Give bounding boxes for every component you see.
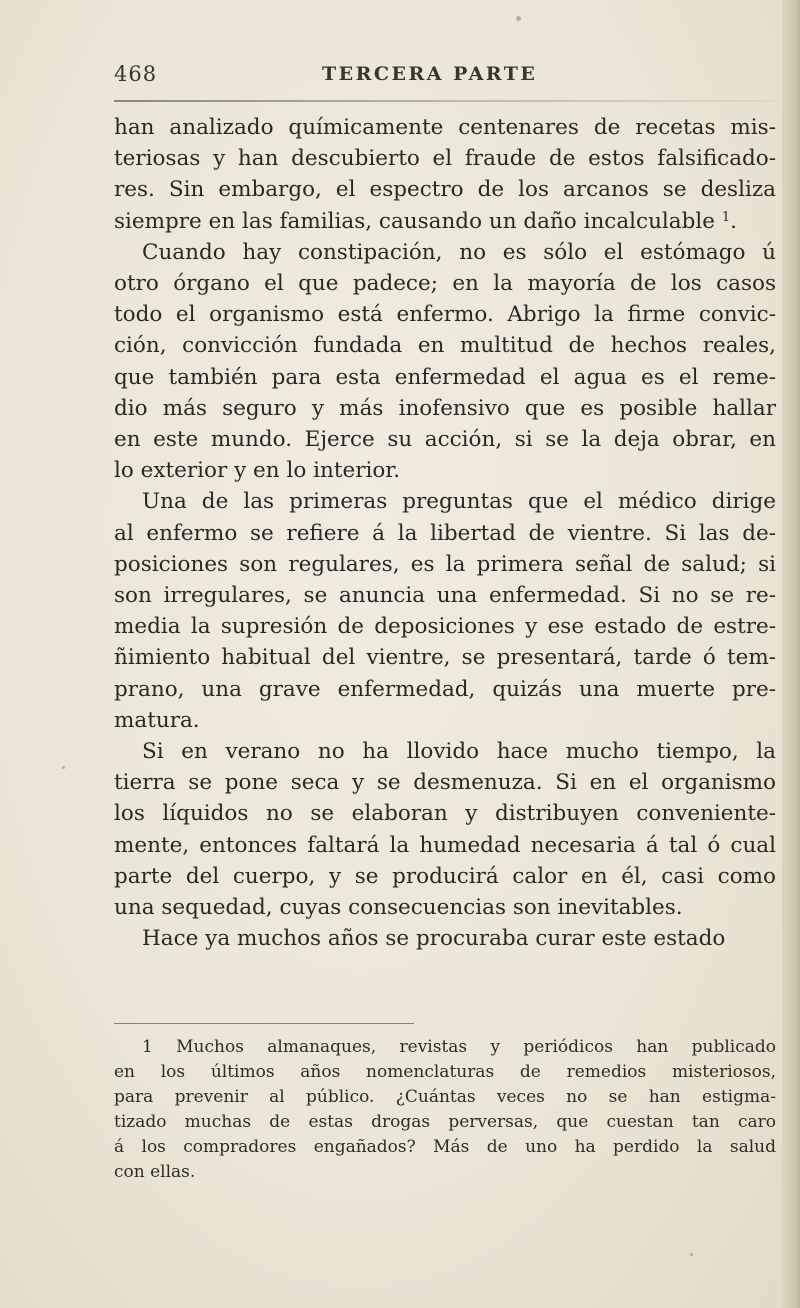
footnote-line: para prevenir al público. ¿Cuántas veces no se han estigma- <box>114 1087 776 1107</box>
footnote-line: á los compradores engañados? Más de uno ha perdido la salud <box>114 1137 776 1157</box>
text-line: son irregulares, se anuncia una enfermedad. Si no se re- <box>114 583 776 609</box>
text-line: los líquidos no se elaboran y distribuyen conveniente- <box>114 801 776 827</box>
paragraph-start: Una de las primeras preguntas que el médico dirige <box>142 489 776 515</box>
text-line: mente, entonces faltará la humedad necesaria á tal ó cual <box>114 832 776 858</box>
footnote-line: en los últimos años nomenclaturas de remedios misteriosos, <box>114 1062 776 1082</box>
text-line: tierra se pone seca y se desmenuza. Si en el organismo <box>114 770 776 796</box>
text-line: otro órgano el que padece; en la mayoría de los casos <box>114 271 776 297</box>
footnotes <box>114 1035 776 1185</box>
text-line: media la supresión de deposiciones y ese estado de estre- <box>114 614 776 640</box>
header-rule <box>114 100 774 102</box>
text-line: res. Sin embargo, el espectro de los arcanos se desliza <box>114 177 776 203</box>
text-line: al enfermo se refiere á la libertad de vientre. Si las de- <box>114 520 776 546</box>
text-line: ción, convicción fundada en multitud de hechos reales, <box>114 333 776 359</box>
text-line: posiciones son regulares, es la primera señal de salud; si <box>114 551 776 577</box>
running-head: TERCERA PARTE <box>322 63 538 85</box>
main-text <box>114 112 776 954</box>
text-line-with-note: siempre en las familias, causando un daño incalculable $^1$. <box>114 208 737 234</box>
paragraph-end: una sequedad, cuyas consecuencias son inevitables. <box>114 895 683 921</box>
footnote-reference: 1 <box>721 209 731 225</box>
text-line: en este mundo. Ejerce su acción, si se la deja obrar, en <box>114 427 776 453</box>
text-line: que también para esta enfermedad el agua es el reme- <box>114 364 776 390</box>
footnote-rule <box>114 1023 414 1024</box>
paragraph-start: Hace ya muchos años se procuraba curar este estado <box>142 926 726 952</box>
paragraph-end: matura. <box>114 707 200 733</box>
speck <box>62 766 65 769</box>
text-line: prano, una grave enfermedad, quizás una muerte pre- <box>114 676 776 702</box>
text-line: han analizado químicamente centenares de recetas mis- <box>114 115 776 140</box>
paragraph-start: Si en verano no ha llovido hace mucho tiempo, la <box>142 739 776 765</box>
page-header <box>114 62 774 92</box>
text-line: dio más seguro y más inofensivo que es posible hallar <box>114 395 776 421</box>
speck <box>516 16 521 21</box>
page-edge <box>782 0 800 1308</box>
text-line: ñimiento habitual del vientre, se presentará, tarde ó tem- <box>114 645 776 671</box>
footnote-line: tizado muchas de estas drogas perversas, que cuestan tan caro <box>114 1112 776 1132</box>
text-line: todo el organismo está enfermo. Abrigo la firme convic- <box>114 302 776 328</box>
footnote-line: 1 Muchos almanaques, revistas y periódicos han publicado <box>142 1037 776 1057</box>
text-line: teriosas y han descubierto el fraude de estos falsificado- <box>114 146 776 172</box>
text-line: parte del cuerpo, y se producirá calor en él, casi como <box>114 863 776 889</box>
speck <box>690 1253 693 1256</box>
text-line: siempre en las familias, causando un daño incalculable <box>114 208 715 234</box>
page-number: 468 <box>114 62 158 86</box>
paragraph-start: Cuando hay constipación, no es sólo el estómago ú <box>142 239 776 265</box>
paragraph-end: lo exterior y en lo interior. <box>114 458 401 484</box>
footnote-line: con ellas. <box>114 1162 196 1182</box>
